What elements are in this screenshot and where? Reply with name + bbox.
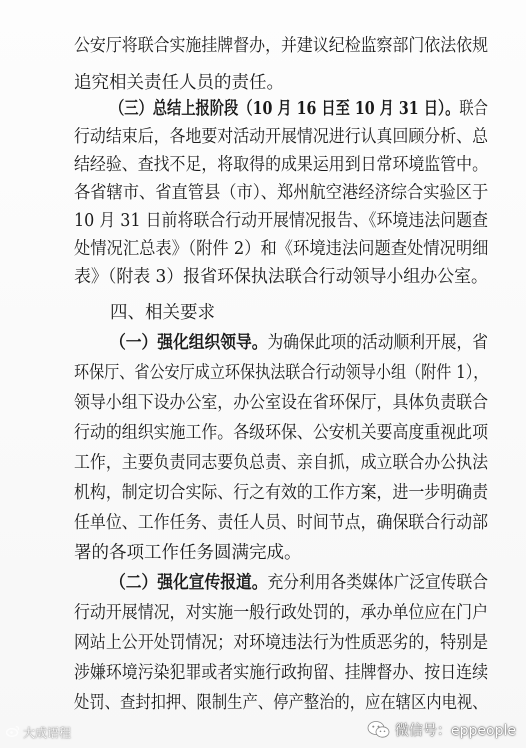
body-text: 各省辖市、省直管县（市）、郑州航空港经济综合实验区于 bbox=[74, 183, 489, 203]
text-line-content bbox=[74, 259, 488, 296]
body-text: 任单位、工作任务、责任人员、时间节点，确保联合行动部 bbox=[74, 513, 488, 533]
body-text: 工作，主要负责同志要负总责、亲自抓，成立联合办公执法 bbox=[74, 453, 488, 473]
bold-heading-text: （二）强化宣传报道。 bbox=[110, 573, 268, 593]
bold-heading-text: （一）强化组织领导。 bbox=[110, 333, 268, 353]
wechat-logo-icon bbox=[367, 720, 391, 740]
body-text: 机构，制定切合实际、行之有效的工作方案，进一步明确责 bbox=[74, 483, 488, 503]
body-text: 公安厅将联合实施挂牌督办，并建议纪检监察部门依法依规 bbox=[74, 36, 488, 56]
body-text: 处情况汇总表》（附件 2）和《环境违法问题查处情况明细 bbox=[74, 239, 489, 259]
body-text: 环保厅、省公安厅成立环保执法联合行动领导小组（附件 1）， bbox=[74, 363, 489, 383]
right-watermark-text: 微信号：eppeople bbox=[395, 723, 516, 739]
body-text: 联合 bbox=[459, 99, 488, 119]
body-text: 涉嫌环境污染犯罪或者实施行政拘留、挂牌督办、按日连续 bbox=[74, 663, 488, 683]
body-text: 为确保此项的活动顺利开展，省 bbox=[267, 333, 488, 353]
text-line-content bbox=[74, 28, 488, 65]
body-text: 结经验、查找不足，将取得的成果运用到日常环境监管中。 bbox=[74, 155, 488, 175]
body-text: 行动的组织实施工作。各级环保、公安机关要高度重视此项 bbox=[74, 423, 488, 443]
body-text: 10 月 31 日前将联合行动开展情况报告、《环境违法问题查 bbox=[74, 211, 488, 231]
body-text: 充分利用各类媒体广泛宣传联合 bbox=[267, 573, 488, 593]
body-text: 署的各项工作任务圆满完成。 bbox=[74, 543, 302, 563]
body-text: 网站上公开处罚情况；对环境违法行为性质恶劣的，特别是 bbox=[74, 633, 488, 653]
body-text: 处罚、查封扣押、限制生产、停产整治的，应在辖区内电视、 bbox=[74, 693, 488, 713]
text-line bbox=[74, 28, 526, 65]
body-text: 表》（附表 3）报省环保执法联合行动领导小组办公室。 bbox=[74, 267, 488, 287]
body-text: 行动结束后，各地要对活动开展情况进行认真回顾分析、总 bbox=[74, 127, 488, 147]
body-text: 领导小组下设办公室，办公室设在省环保厅，具体负责联合 bbox=[74, 393, 488, 413]
left-watermark-text: 大成语程 bbox=[23, 726, 72, 740]
left-watermark bbox=[6, 724, 71, 741]
body-text: 四、相关要求 bbox=[110, 303, 215, 323]
right-watermark bbox=[367, 720, 516, 740]
watermark-footer bbox=[0, 716, 526, 748]
body-text: 行动开展情况，对实施一般行政处罚的，承办单位应在门户 bbox=[74, 603, 488, 623]
body-text: 追究相关责任人员的责任。 bbox=[74, 73, 284, 93]
weibo-logo-icon bbox=[6, 725, 20, 740]
bold-heading-text: （三）总结上报阶段（10 月 16 日至 10 月 31 日）。 bbox=[110, 99, 460, 119]
text-line bbox=[74, 259, 526, 296]
